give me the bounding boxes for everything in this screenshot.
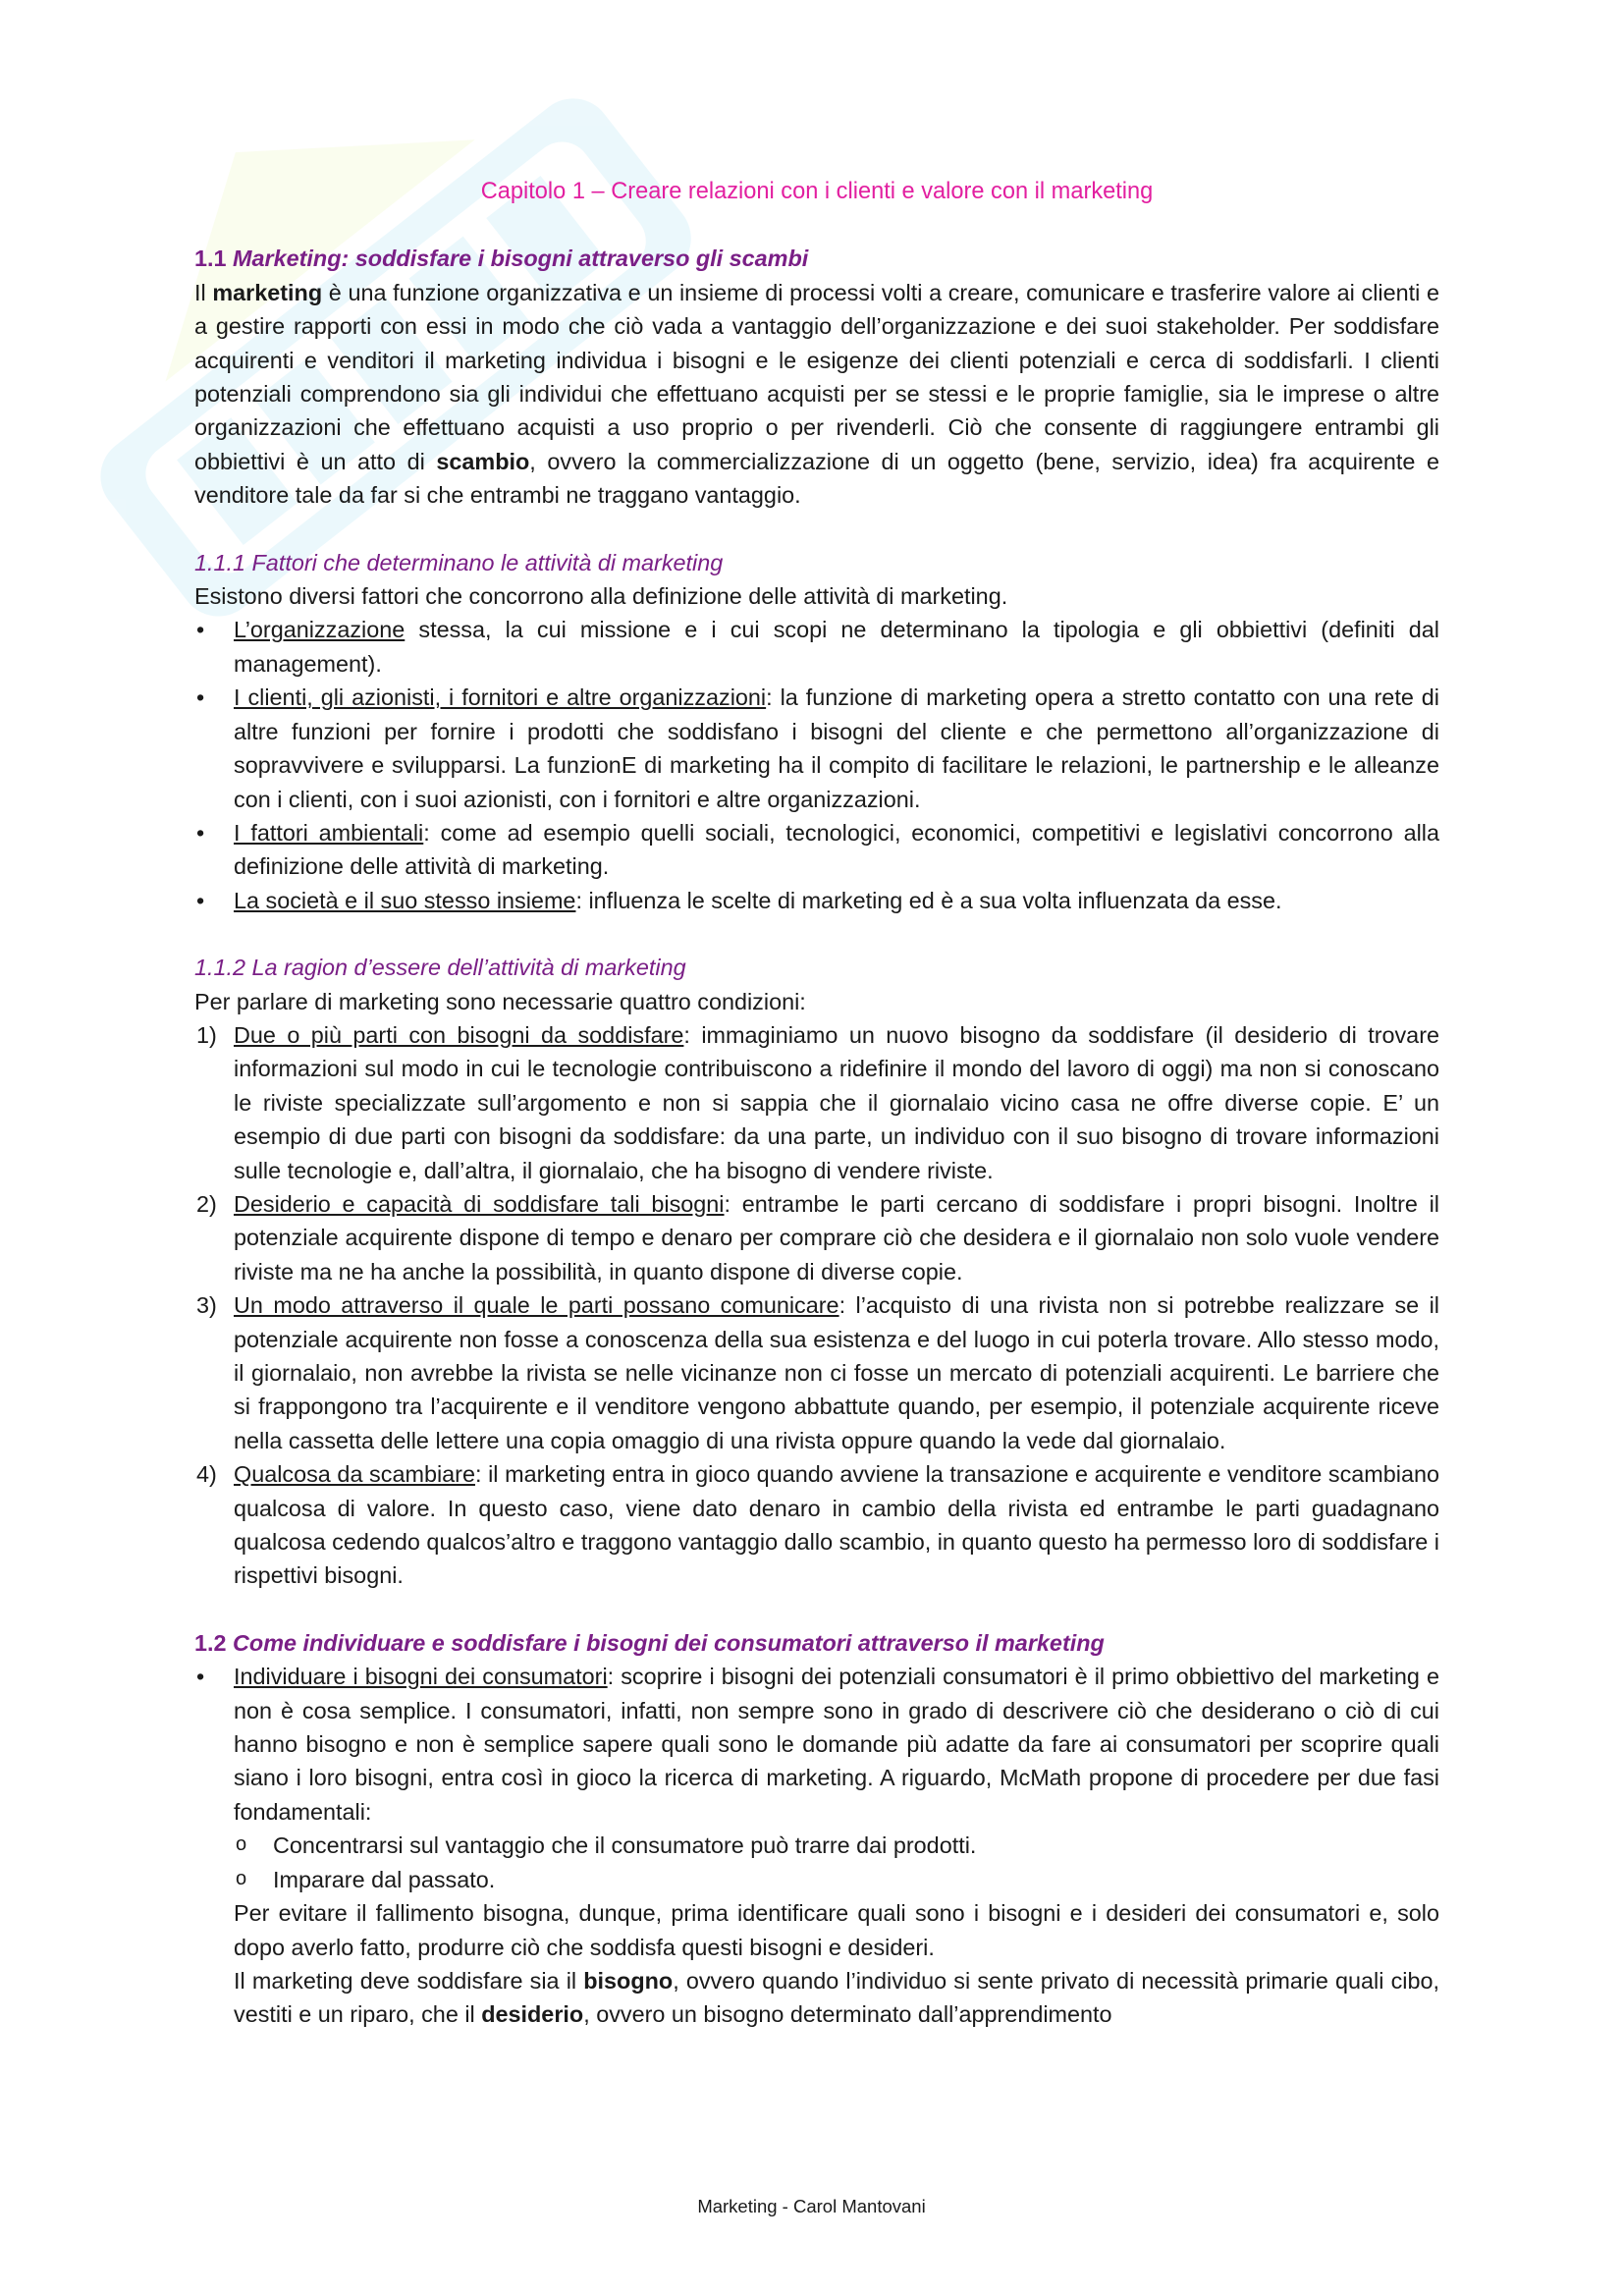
section-heading-1-1-2: 1.1.2 La ragion d’essere dell’attività di marketing (194, 955, 686, 981)
list-item: • I clienti, gli azionisti, i fornitori e altre organizzazioni: la funzione di marketing opera a stretto contatto con una rete di altre funzioni per fornire i prodotti che soddisfano i bisogni del cliente e che permettono all’organizzazione di sopravvivere e svilupparsi. La funzionE di marketing ha il compito di facilitare le relazioni, le partnership e le alleanze con i clienti, con i suoi azionisti, con i fornitori e altre organizzazioni. (194, 681, 1439, 816)
section-heading-1-1: 1.1 Marketing: soddisfare i bisogni attraverso gli scambi (194, 246, 809, 272)
term-scambio: scambio (436, 448, 530, 474)
list-item: 3) Un modo attraverso il quale le parti possano comunicare: l’acquisto di una rivista non si potrebbe realizzare se il potenziale acquirente non fosse a conoscenza della sua esistenza e del luogo in cui poterla trovare. Allo stesso modo, il giornalaio, non avrebbe la rivista se nelle vicinanze non ci fosse un mercato di potenziali acquirenti. Le barriere che si frappongono tra l’acquirente e il venditore vengono abbattute quando, per esempio, il potenziale acquirente riceve nella cassetta delle lettere una copia omaggio di una rivista oppure quando la vede dal giornalaio. (196, 1292, 1439, 1453)
term-bisogno: bisogno (583, 1967, 674, 1994)
needs-list (194, 1660, 1439, 2031)
section-1-2-paragraph-3: Il marketing deve soddisfare sia il bisogno, ovvero quando l’individuo si sente privato di necessità primarie quali cibo, vestiti e un riparo, che il desiderio, ovvero un bisogno determinato dall’apprendimento (234, 1967, 1439, 2028)
conditions-list (194, 1018, 1439, 1593)
page-footer: Marketing - Carol Mantovani (697, 2196, 926, 2216)
section-heading-1-1-1: 1.1.1 Fattori che determinano le attività di marketing (194, 549, 724, 575)
chapter-title: Capitolo 1 – Creare relazioni con i clienti e valore con il marketing (480, 179, 1154, 204)
list-item: • I fattori ambientali: come ad esempio quelli sociali, tecnologici, economici, competitivi e legislativi concorrono alla definizione delle attività di marketing. (194, 816, 1439, 884)
term-desiderio: desiderio (481, 2001, 584, 2028)
list-item: • L’organizzazione stessa, la cui missione e i cui scopi ne determinano la tipologia e gli obbiettivi (definiti dal management). (194, 613, 1439, 681)
section-1-2-paragraph-2: Per evitare il fallimento bisogna, dunque, prima identificare quali sono i bisogni e i desideri dei consumatori e, solo dopo averlo fatto, produrre ciò che soddisfa questi bisogni e desideri. (234, 1900, 1439, 1960)
term-marketing: marketing (212, 279, 323, 305)
section-heading-1-2: 1.2 Come individuare e soddisfare i bisogni dei consumatori attraverso il marketing (194, 1629, 1105, 1656)
list-item: 4) Qualcosa da scambiare: il marketing entra in gioco quando avviene la transazione e acquirente e venditore scambiano qualcosa di valore. In questo caso, viene dato denaro in cambio della rivista ed entrambe le parti guadagnano qualcosa cedendo qualcos’altro e traggono vantaggio dallo scambio, in quanto questo ha permesso loro di soddisfare i rispettivi bisogni. (196, 1461, 1439, 1589)
list-item: • Individuare i bisogni dei consumatori: scoprire i bisogni dei potenziali consumatori è il primo obbiettivo del marketing e non è cosa semplice. I consumatori, infatti, non sempre sono in grado di descrivere ciò che desiderano o ciò di cui hanno bisogno e non è semplice sapere quali sono le domande più adatte da fare ai consumatori per scoprire quali siano i loro bisogni, entra così in gioco la ricerca di marketing. A riguardo, McMath propone di procedere per due fasi fondamentali: o Concentrarsi sul vantaggio che il consumatore può trarre dai prodotti. o Imparare dal passato. Per evitare il fallimento bisogna, dunque, prima identificare quali sono i bisogni e i desideri dei consumatori e, solo dopo averlo fatto, produrre ciò che soddisfa questi bisogni e desideri. Il marketing deve soddisfare sia il bisogno, ovvero quando l’individuo si sente privato di necessità primarie quali cibo, vestiti e un riparo, che il desiderio, ovvero un bisogno determinato dall’apprendimento (194, 1660, 1439, 2031)
section-1-1-2-intro: Per parlare di marketing sono necessarie quattro condizioni: (194, 988, 806, 1014)
factors-list (194, 613, 1439, 917)
sub-list-item: o Imparare dal passato. (234, 1863, 1439, 1896)
document-page (194, 165, 1439, 2032)
section-1-1-paragraph: Il marketing è una funzione organizzativa e un insieme di processi volti a creare, comunicare e trasferire valore ai clienti e a gestire rapporti con essi in modo che ciò vada a vantaggio dell’organizzazione e dei suoi stakeholder. Per soddisfare acquirenti e venditori il marketing individua i bisogni e le esigenze dei clienti potenziali e cerca di soddisfarli. I clienti potenziali comprendono sia gli individui che effettuano acquisti per se stessi e le proprie famiglie, sia le imprese o altre organizzazioni che effettuano acquisti a uso proprio o per rivenderli. Ciò che consente di raggiungere entrambi gli obbiettivi è un atto di scambio, ovvero la commercializzazione di un oggetto (bene, servizio, idea) fra acquirente e venditore tale da far si che entrambi ne traggano vantaggio. (194, 279, 1439, 509)
phases-sublist (234, 1829, 1439, 1896)
list-item: 1) Due o più parti con bisogni da soddisfare: immaginiamo un nuovo bisogno da soddisfare (il desiderio di trovare informazioni sul modo in cui le tecnologie contribuiscono a ridefinire il mondo del lavoro di oggi) ma non si conoscano le riviste specializzate sull’argomento e non si sappia che il giornalaio vicino casa ne offre diverse copie. E’ un esempio di due parti con bisogni da soddisfare: da una parte, un individuo con il suo bisogno di trovare informazioni sulle tecnologie e, dall’altra, il giornalaio, che ha bisogno di vendere riviste. (196, 1021, 1439, 1183)
sub-list-item: o Concentrarsi sul vantaggio che il consumatore può trarre dai prodotti. (234, 1829, 1439, 1862)
section-1-1-1-intro: Esistono diversi fattori che concorrono alla definizione delle attività di marketing. (194, 583, 1008, 610)
list-item: • La società e il suo stesso insieme: influenza le scelte di marketing ed è a sua volta influenzata da esse. (194, 884, 1439, 917)
list-item: 2) Desiderio e capacità di soddisfare tali bisogni: entrambe le parti cercano di soddisfare i propri bisogni. Inoltre il potenziale acquirente dispone di tempo e denaro per comprare ciò che desidera e il giornalaio non solo vuole vendere riviste ma ne ha anche la possibilità, in quanto dispone di diverse copie. (196, 1190, 1440, 1285)
